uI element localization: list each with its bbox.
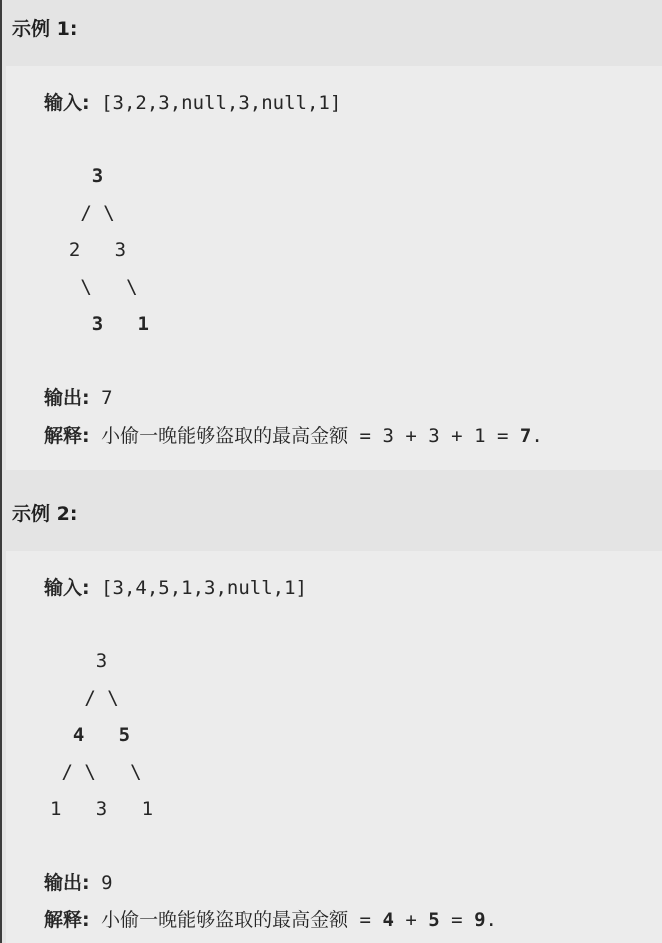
equals-sign: =: [496, 425, 509, 447]
tree-edge-right: \: [84, 761, 96, 783]
example-2-tree: [50, 643, 153, 828]
left-border: [0, 0, 2, 943]
tree-node: 3: [91, 313, 104, 335]
example-1-tree: [46, 158, 149, 343]
explanation-term: 1: [474, 425, 486, 447]
explanation-period: .: [531, 425, 543, 447]
plus-sign: +: [451, 425, 463, 447]
example-1-title: 示例 1:: [12, 18, 78, 40]
tree-edge-left: /: [84, 687, 96, 709]
input-value: [3,4,5,1,3,null,1]: [101, 577, 307, 599]
input-label: 输入:: [44, 577, 90, 599]
tree-edge-right: \: [80, 276, 92, 298]
tree-node: 1: [50, 798, 62, 820]
example-2-input-line: [44, 573, 307, 600]
explanation-result: 7: [519, 425, 532, 447]
example-1-explanation-line: [44, 421, 543, 448]
tree-edge-right: \: [130, 761, 142, 783]
tree-node: 3: [95, 798, 108, 820]
explanation-period: .: [485, 909, 497, 931]
example-1-input-line: [44, 88, 341, 115]
example-2-explanation-line: [44, 905, 497, 932]
explanation-term: 4: [382, 909, 394, 931]
explanation-label: 解释:: [44, 909, 90, 931]
example-1-panel: [6, 66, 662, 470]
output-label: 输出:: [44, 387, 90, 409]
example-2-title: 示例 2:: [12, 503, 78, 525]
output-label: 输出:: [44, 872, 90, 894]
example-2-output-line: [44, 868, 113, 895]
explanation-label: 解释:: [44, 425, 90, 447]
equals-sign: =: [451, 909, 463, 931]
explanation-result: 9: [474, 909, 486, 931]
tree-edge-right: \: [103, 202, 115, 224]
output-value: 9: [101, 872, 113, 894]
plus-sign: +: [405, 909, 417, 931]
explanation-term: 5: [428, 909, 440, 931]
example-2-panel: [6, 551, 662, 943]
tree-edge-left: /: [61, 761, 73, 783]
tree-edge-right: \: [126, 276, 138, 298]
equals-sign: =: [359, 909, 371, 931]
tree-node-root: 3: [95, 650, 108, 672]
plus-sign: +: [405, 425, 417, 447]
tree-node: 1: [141, 798, 154, 820]
input-value: [3,2,3,null,3,null,1]: [101, 92, 342, 114]
output-value: 7: [101, 387, 113, 409]
equals-sign: =: [359, 425, 371, 447]
tree-node: 2: [68, 239, 81, 261]
explanation-text: 小偷一晚能够盗取的最高金额: [101, 909, 349, 931]
explanation-text: 小偷一晚能够盗取的最高金额: [101, 425, 349, 447]
example-1-output-line: [44, 383, 113, 410]
input-label: 输入:: [44, 92, 90, 114]
tree-edge-left: /: [80, 202, 92, 224]
tree-node: 3: [114, 239, 127, 261]
tree-edge-right: \: [107, 687, 119, 709]
tree-node: 4: [72, 724, 85, 746]
tree-node: 1: [137, 313, 149, 335]
explanation-term: 3: [382, 425, 394, 447]
explanation-term: 3: [428, 425, 440, 447]
tree-node: 5: [118, 724, 131, 746]
tree-node-root: 3: [91, 165, 104, 187]
